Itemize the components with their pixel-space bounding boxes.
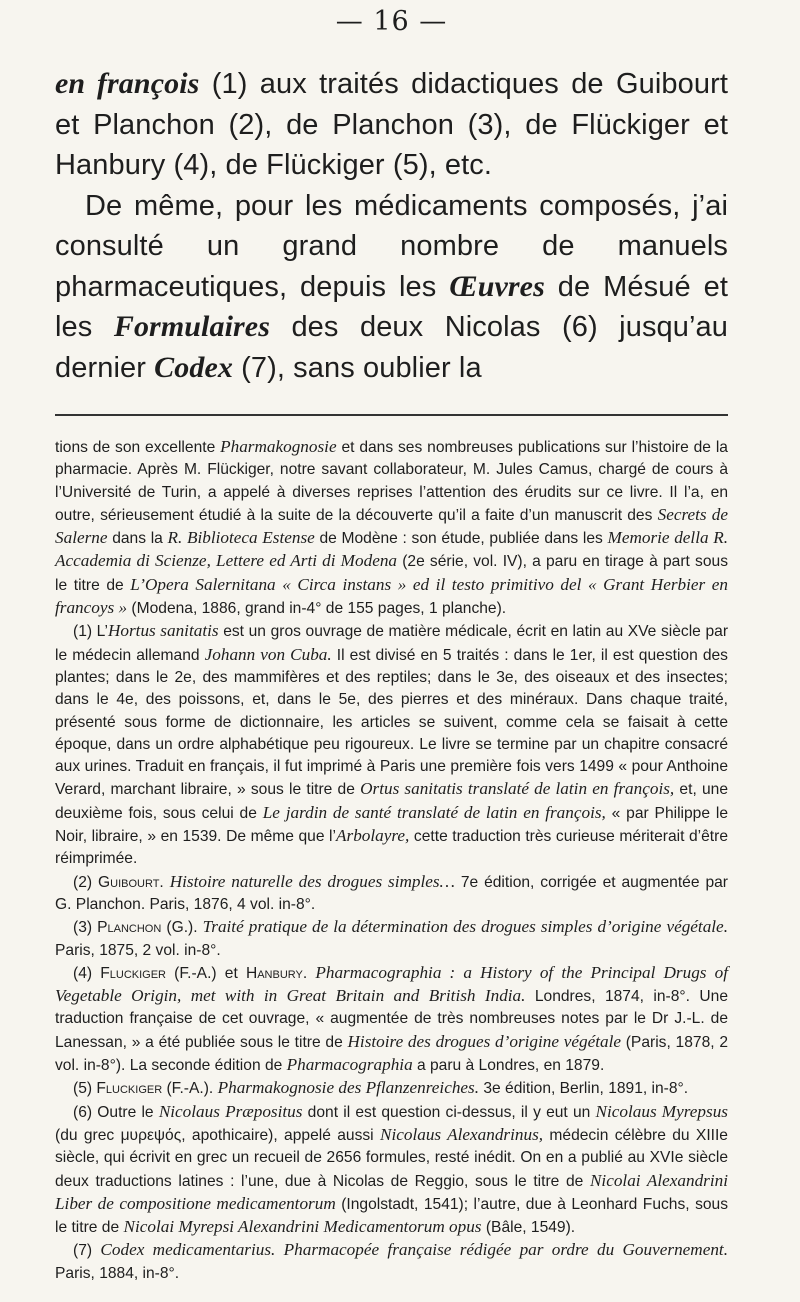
text-run: (2e série, vol. IV), a paru en tirage à part sous le titre de: [55, 553, 728, 594]
main-paragraph-2: [55, 186, 728, 389]
text-run: 3e édition, Berlin, 1891, in-8°.: [479, 1080, 689, 1098]
italic-run: Pharmacographia : a History of the Principal Drugs of Vegetable Origin, met with in Great Britain and British India.: [55, 962, 728, 1006]
italic-run: Johann von Cuba.: [204, 644, 332, 664]
italic-run: Nicolaus Præpositus: [158, 1101, 303, 1121]
italic-run: Pharmacographia: [286, 1055, 413, 1075]
page-number: — 16 —: [335, 6, 448, 37]
footnote-3: [55, 916, 728, 962]
italic-run: Hortus sanitatis: [107, 621, 219, 641]
main-paragraph-1: [55, 64, 728, 186]
footnote-separator: [55, 414, 728, 416]
italic-run: L’Opera Salernitana « Circa instans » ed il testo primitivo del « Grant Herbier en francoys »: [55, 574, 728, 618]
italic-run: Secrets de Salerne: [55, 504, 728, 548]
footnote-5: [55, 1077, 728, 1100]
italic-run: Memorie della R. Accademia di Scienze, Lettere ed Arti di Modena: [55, 528, 729, 571]
text-run: (2): [73, 873, 98, 891]
italic-run: Codex: [154, 350, 233, 384]
text-run: médecin célèbre du XIIIe siècle, qui écrivit en grec un recueil de 2656 formules, resté inédit. On en a publié au XVIe siècle deux traductions latines : l’une, due à Nicolas de Reggio, sous le titre de: [55, 1126, 728, 1190]
footnote-2: [55, 871, 728, 917]
main-text: [55, 64, 728, 388]
text-run: cette traduction très curieuse mériterait d’être réimprimée.: [55, 828, 728, 868]
text-run: (5): [73, 1080, 97, 1098]
italic-run: Pharmakognosie des Pflanzenreiches.: [217, 1078, 480, 1098]
italic-run: Œuvres: [449, 269, 545, 303]
text-run: (Bâle, 1549).: [481, 1219, 576, 1237]
italic-run: Formulaires: [113, 310, 270, 343]
text-run: et, une deuxième fois, sous celui de: [55, 781, 728, 822]
text-run: (Ingolstadt, 1541); l’autre, due à Leonhard Fuchs, sous le titre de: [55, 1195, 729, 1237]
text-run: et dans ses nombreuses publications sur l’histoire de la pharmacie. Après M. Flückiger, notre savant collaborateur, M. Jules Camus, chargé de cours à l’Université de Turin, a appelé à diverses reprises l’attention des érudits sur ce livre. Il l’a, en outre, sérieusement étudié à la suite de la découverte qu’il a faite d’un manuscrit des: [55, 439, 728, 524]
text-run: (3): [73, 919, 98, 937]
author-name: Planchon: [97, 919, 162, 937]
text-run: des deux Nicolas (6) jusqu’au dernier: [55, 311, 729, 384]
italic-run: Nicolai Alexandrini Liber de compositione medicamentorum: [55, 1170, 728, 1213]
footnote-7: [55, 1239, 728, 1285]
author-name: Guibourt.: [98, 873, 164, 891]
italic-run: Histoire naturelle des drogues simples…: [169, 871, 455, 891]
italic-run: Le jardin de santé translaté de latin en françois,: [262, 802, 606, 822]
italic-run: Nicolaus Alexandrinus,: [380, 1124, 544, 1144]
footnote-6: [55, 1101, 728, 1240]
author-name: Fluckiger: [96, 1080, 163, 1098]
footnote-1: [55, 620, 728, 870]
text-run: a paru à Londres, en 1879.: [412, 1057, 605, 1075]
footnote-4: [55, 962, 728, 1077]
text-run: tions de son excellente: [55, 439, 221, 456]
text-run: Paris, 1875, 2 vol. in-8°.: [55, 941, 221, 959]
text-run: de Modène : son étude, publiée dans les: [314, 530, 608, 548]
text-run: (1) L’: [73, 623, 108, 641]
text-run: « par Philippe le Noir, libraire, » en 1539. De même que l’: [55, 804, 728, 846]
text-run: (Paris, 1878, 2 vol. in-8°). La seconde édition de: [55, 1033, 729, 1075]
text-run: (Modena, 1886, grand in-4° de 155 pages, 1 planche).: [127, 600, 507, 618]
text-run: dont il est question ci-dessus, il y eut un: [302, 1103, 596, 1121]
text-run: (du grec μυρεψός, apothicaire), appelé aussi: [55, 1126, 380, 1144]
text-run: 7e édition, corrigée et augmentée par G. Planchon. Paris, 1876, 4 vol. in-8°.: [55, 873, 728, 913]
text-run: (6) Outre le: [73, 1103, 159, 1121]
italic-run: Histoire des drogues d’origine végétale: [347, 1031, 621, 1051]
italic-run: Arbolayre,: [336, 826, 410, 846]
text-run: (7), sans oublier la: [232, 351, 482, 384]
italic-run: Traité pratique de la détermination des drogues simples d’origine végétale.: [202, 917, 728, 937]
text-run: (1) aux traités didactiques de Guibourt et Planchon (2), de Planchon (3), de Flückiger et Hanbury (4), de Flückiger (5), etc.: [55, 68, 728, 181]
text-run: (G.).: [161, 919, 203, 937]
text-run: De même, pour les médicaments composés, j’ai consulté un grand nombre de manuels pharmaceutiques, depuis les: [55, 189, 728, 303]
footnotes: [55, 436, 728, 1285]
text-run: dans la: [107, 530, 168, 548]
italic-run: en françois: [55, 67, 200, 100]
italic-run: Pharmakognosie: [220, 437, 337, 456]
footnote-continuation: [55, 436, 728, 620]
author-name: Fluckiger: [100, 964, 166, 982]
italic-run: Codex medicamentarius. Pharmacopée française rédigée par ordre du Gouvernement.: [100, 1240, 728, 1260]
text-run: Londres, 1874, in-8°. Une traduction française de cet ouvrage, « augmentée de très nombreuses notes par le Dr J.-L. de Lanessan, » a été publiée sous le titre de: [55, 988, 728, 1051]
italic-run: R. Biblioteca Estense: [167, 528, 315, 548]
author-name: Hanbury.: [245, 964, 308, 982]
text-run: Il est divisé en 5 traités : dans le 1er, il est question des plantes; dans le 2e, des mammifères et des reptiles; dans le 3e, des oiseaux et des insectes; dans le 4e, des poissons, et, dans le 5e, des pierres et des minéraux. Dans chaque traité, présenté sous forme de dictionnaire, les articles se suivent, comme cela se faisait à cette époque, dans un ordre alphabétique peu rigoureux. Le livre se termine par un chapitre consacré aux urines. Traduit en français, il fut imprimé à Paris une première fois vers 1499 « pour Anthoine Verard, marchant libraire, » sous le titre de: [55, 646, 728, 799]
text-run: (7): [73, 1242, 101, 1260]
text-run: (4): [73, 964, 101, 982]
text-run: (F.-A.) et: [166, 964, 246, 982]
italic-run: Nicolai Myrepsi Alexandrini Medicamentorum opus: [123, 1217, 482, 1237]
text-run: Paris, 1884, in-8°.: [55, 1264, 180, 1282]
italic-run: Ortus sanitatis translaté de latin en françois,: [360, 779, 675, 799]
italic-run: Nicolaus Myrepsus: [595, 1101, 728, 1121]
text-run: de Mésué et les: [55, 270, 729, 343]
text-run: (F.-A.).: [162, 1080, 218, 1098]
text-run: est un gros ouvrage de matière médicale, écrit en latin au XVe siècle par le médecin allemand: [55, 623, 729, 664]
